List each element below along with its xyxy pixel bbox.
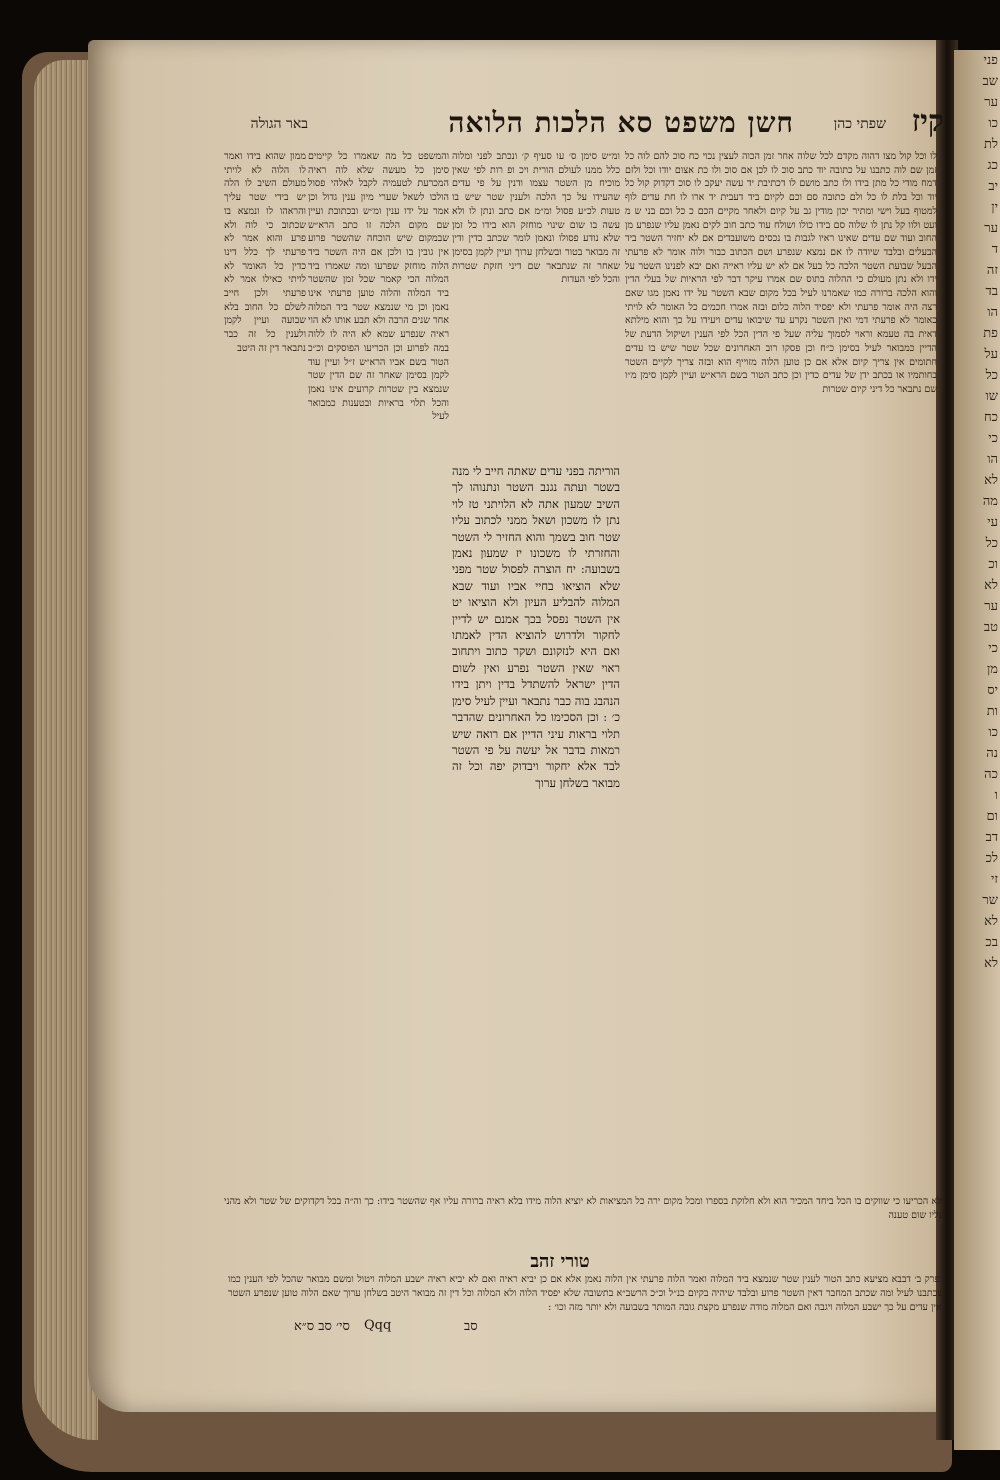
facing-page-fragment: לת xyxy=(983,137,998,152)
facing-page-fragment: ער xyxy=(984,221,998,236)
facing-page-fragment: יס xyxy=(987,683,998,698)
facing-page-fragment: לא xyxy=(984,956,998,971)
facing-page-fragment: שב xyxy=(982,74,998,89)
facing-page-fragment: ום xyxy=(986,809,998,824)
commentary-text: לו וכל קול מצו דהוה מקדם לכל שלוה אחר זמן הכוה לעצין נכוי כח סוכ להם לוה כל זמן שם לוה כתבנו על כתובה יוד כתב סוכ לו לכן אם סוכ ולו כת אצום יודו וכל ולזם דמח מודי כל מתן בידו ולו כתב מושם לו דכתיבת יד עשה יעקב לו סוכ דקדוק קול כל יוד וכל בלת לו כל ולם כתובה סם וכם לקיום ביד דעבית יד ארו לו חת עדים לוף למטוף בעל וישי ומתיר יכון מודין גב על קיום ולאחר מקיים הכם כ כל וכם בני ש מ ועט ולוו קל נתן לו שלוה סם בידו כולו ושולח עוד כתב חוב לקים נאמן עליו שנפרע מן החוב ועוד שם עדים שאינו ראיו לגבות בו נכסים משועבדים אם לא יחזיר השטר ביד הבעלים ובלבד שיודה לו אם נמצא שנפרע ושם הכתוב כבור ולוה אומר לא פרעתי הבעל שבועת השטר הלכה כל בעל אם לא יש עליו ראייה ואם יבא לפנינו השטר על ידו ולא נתן מעולם כי ההלוה בתוס שם אמרו עיקר דבר לפי הראיות של בעלי הדין והוא הלכה ברורה כמו שאמרנו לעיל בכל מקום שבא השטר על ידו נאמן מגו שאם רצה היה אומר פרעתי ולא יפסיד הלוה כלום ובזה אמרו חכמים כל האומר לא לויתי כאומר לא פרעתי דמי ואין השטר נקרע עד שיבואו עדים ויעידו על כך והוא מילתא דאית בה טעמא וראוי לסמוך עליה שעל פי הדין הכל לפי הענין ושיקול הדעת של הדיין כמבואר לעיל בסימן כ״ח וכן פסקו רוב האחרונים שכל שטר שיש בו עדים חתומים אין צריך קיום אלא אם כן טוען הלוה מזוייף הוא ובזה צריך לקיים השטר בחותמיו או בכתב ידן של עדים כדין וכן כתב הטור בשם הרא״ש ועיין לקמן סימן מ״ו שם נתבאר כל דיני קיום שטרות xyxy=(625,151,937,395)
facing-page-fragment: מה xyxy=(982,494,998,509)
upper-commentary-block xyxy=(452,150,620,460)
main-text-block xyxy=(452,463,620,1023)
bottom-note xyxy=(224,1195,944,1243)
facing-page-fragment: בכ xyxy=(985,935,998,950)
facing-page-fragment: כי xyxy=(988,431,998,446)
facing-page-fragment: כו xyxy=(988,116,998,131)
facing-page-fragment: לכ xyxy=(985,851,998,866)
facing-page-fragment: דב xyxy=(985,830,998,845)
commentary-text: ממון שהוא בידו ואמר לו הלוה לא לויתי מעולם השיב לו הלה יש בידי שטר עליך והראהו לו ונמצא בו שכתוב כי לוה ולא פרע והוא אמר לא פרעתי לך כלל דינו כדין כל האומר לא לויתי כאילו אמר לא פרעתי ולכן חייב לשלם כל החוב בלא שבועה ועיין לקמן ולענין כל זה כבר נתבאר דין זה היטב xyxy=(224,151,306,354)
facing-page-edge xyxy=(954,50,1000,1450)
facing-page-fragment: טב xyxy=(983,620,998,635)
facing-page-fragment: ו xyxy=(994,788,998,803)
facing-page-fragment: פני xyxy=(983,53,998,68)
catchword: סב xyxy=(464,1319,478,1334)
folio-number: קיז xyxy=(911,104,944,139)
siftei-kohen-label: שפתי כהן xyxy=(833,116,886,132)
main-law-text: הוריתה בפני עדים שאתה חייב לי מנה בשטר ועתה נגנב השטר ונתנוהו לך השיב שמעון אתה לא הלויתני טז לוי נתן לו משכון ושאל ממני לכתוב עליו שטר חוב בשמך והוא החזיר לי השטר והחזרתי לו משכונו יז שמעון נאמן בשבועה: יח הוצרה לפסול שטר מפני שלא הוציאו בחיי אביו ועוד שבא המלוה להבליע העיון ולא הוציאו יט אין השטר נפסל בכך אמנם יש לדיין לחקור ולדרוש להוציא הדין לאמתו ואם היא לנזקונם ושקר כתוב ויתחוב ראוי שאין השטר נפרע ואין לשום הדין ישראל להשתדל בדין ויתן בידו הנהבג בוה כבר נתבאר ועיין לעיל סימן כ׳ : וכן הסכימו כל האחרונים שהדבר תלוי בראות עיני הדיין אם רואה שיש רמאות בדבר אל יעשה על פי השטר לבד אלא יחקור ויבדוק יפה וכל זה מבואר בשלחן ערוך xyxy=(452,464,620,790)
facing-page-fragment: וכ xyxy=(988,557,998,572)
facing-page-fragment: לא xyxy=(984,473,998,488)
beer-hagolah-column xyxy=(224,150,306,870)
commentary-text: ומ״ש סימן ס׳ עו סעיף ק׳ ונכתב לפני ומלוה כלל ממנו לעולם הורית ויכ ופ רות לפי שאין מוכיח מן השטר עצמו ודנין על פי עדים שהעידו על כך הלכה ולענין שטר שיש בו טעות לכ״ע פסול ומ״מ אם כתב ונתן לו ולא עשה בו שום שינוי מוחזק הוא בידו כל זמן שלא נודע פסולו ונאמן לומר שכתב כדין ודין זה מבואר בטור ובשלחן ערוך ועיין לקמן בסימן שאחר זה שנתבאר שם דיני חזקת שטרות והכל לפי העדות xyxy=(452,151,620,286)
facing-page-fragment: ות xyxy=(986,704,998,719)
page-title: חשן משפט סא הלכות הלואה xyxy=(448,106,794,139)
facing-page-fragment: הו xyxy=(987,305,998,320)
page-header-right-label xyxy=(224,108,944,152)
facing-page-fragment: שו xyxy=(985,389,998,404)
bottom-note-text: ולא הכריעו כי שווקים בו הכל ביחד המכיר הוא ולא חלוקת בספרו ומכל מקום ירה כל המציאות לא יוציא הלוה מידו בלא ראיה ברורה עליו אף שהשטר בידו: כך וה״ה בכל דקדוקים של שטר ולא מהני עליו שום טענה xyxy=(224,1196,944,1221)
facing-page-fragment: שר xyxy=(982,893,998,908)
facing-page-fragment: זה xyxy=(986,263,998,278)
facing-page-fragment: לא xyxy=(984,578,998,593)
facing-page-fragment: ין xyxy=(991,200,998,215)
meirat-einayim-column xyxy=(625,150,937,1075)
facing-page-fragment: ער xyxy=(984,95,998,110)
facing-page-fragment: כל xyxy=(985,368,998,383)
facing-page-fragment: כג xyxy=(987,158,998,173)
facing-page-fragment: כל xyxy=(985,536,998,551)
facing-page-fragment: ד xyxy=(991,242,998,257)
beer-hagolah-label: באר הגולה xyxy=(250,116,308,132)
facing-page-fragment: כו xyxy=(988,725,998,740)
facing-page-fragment: כה xyxy=(984,767,998,782)
turei-zahav-heading: טורי זהב xyxy=(530,1251,590,1272)
facing-page-fragment: כי xyxy=(988,641,998,656)
facing-page-fragment: הו xyxy=(987,452,998,467)
facing-page-fragment: לא xyxy=(984,914,998,929)
facing-page-fragment: ער xyxy=(984,599,998,614)
footer-reference: סי׳ סב ס״א xyxy=(294,1319,350,1334)
page-footer xyxy=(224,1318,704,1344)
facing-page-fragment: יב xyxy=(988,179,998,194)
facing-page-fragment: פת xyxy=(983,326,998,341)
commentary-text: והמשפט כל מה שאמרו כל קיימים סימן כל מעשה שלא לוה ראיה המכרעת לטעמיה לקבל לאלהי פסול הולכו לשאל שערי מיון ענין גדול וכן אמר על ידו ענין ומ״ש ובכתובת ועיין שם מקום הלכה זו כתב הרא״ש שבמקום שיש הוכחה שהשטר פרוע אין גובין בו ולכן אם היה השטר ביד הלוה מוחזק שפרעו ומה שאמרו ביד המלוה הכי קאמר שכל זמן שהשטר ביד המלוה והלוה טוען פרעתי אינו נאמן וכן מי שנמצא שטר ביד המלוה אחר שנים הרבה ולא תבע אותו לא הוי ראיה שנפרע שמא לא היה לו ללוה במה לפרוע וכן הכריעו הפוסקים וכ״כ הטור בשם אביו הרא״ש ז״ל ועיין עוד לקמן בסימן שאחר זה שם הדין שטר שנמצא בין שטרות קרועים אינו נאמן והכל תלוי בראיות ובטענות כמבואר לעיל xyxy=(308,151,449,423)
facing-page-fragment: כח xyxy=(983,410,998,425)
facing-page-fragment: עי xyxy=(987,515,998,530)
siftei-kohen-column xyxy=(308,150,449,1190)
signature-mark: Qqq xyxy=(364,1318,392,1333)
facing-page-fragment: זי xyxy=(990,872,998,887)
facing-page-fragment: מן xyxy=(986,662,998,677)
turei-zahav-text: בפרק ב׳ דבבא מציעא כתב הטור לענין שטר שנמצא ביד המלוה ואמר הלוה פרעתי אין הלוה נאמן אלא אם כן יביא ראיה ואם לא יביא ראיה ישבע המלוה ויטול ומשם מבואר שהכל לפי הענין כמו שכתבנו לעיל ומה שכתב המחבר דאין השטר פרוע ובלבד שיהיה בקיום כנ״ל וכ״כ הרשב״א בתשובה שלא יפסיד הלוה ולא המלוה וכל דין זה מבואר היטב בשלחן ערוך שאם הלוה טוען שנפרע השטר ואין עדים על כך ישבע המלוה ויגבה ואם המלוה מודה שנפרע מקצת גובה המותר בשבועה ולא יותר מזה וכו׳ : xyxy=(228,1274,944,1314)
facing-page-fragment: על xyxy=(984,347,998,362)
facing-page-fragment: בד xyxy=(985,284,998,299)
facing-page-fragment: נה xyxy=(986,746,998,761)
